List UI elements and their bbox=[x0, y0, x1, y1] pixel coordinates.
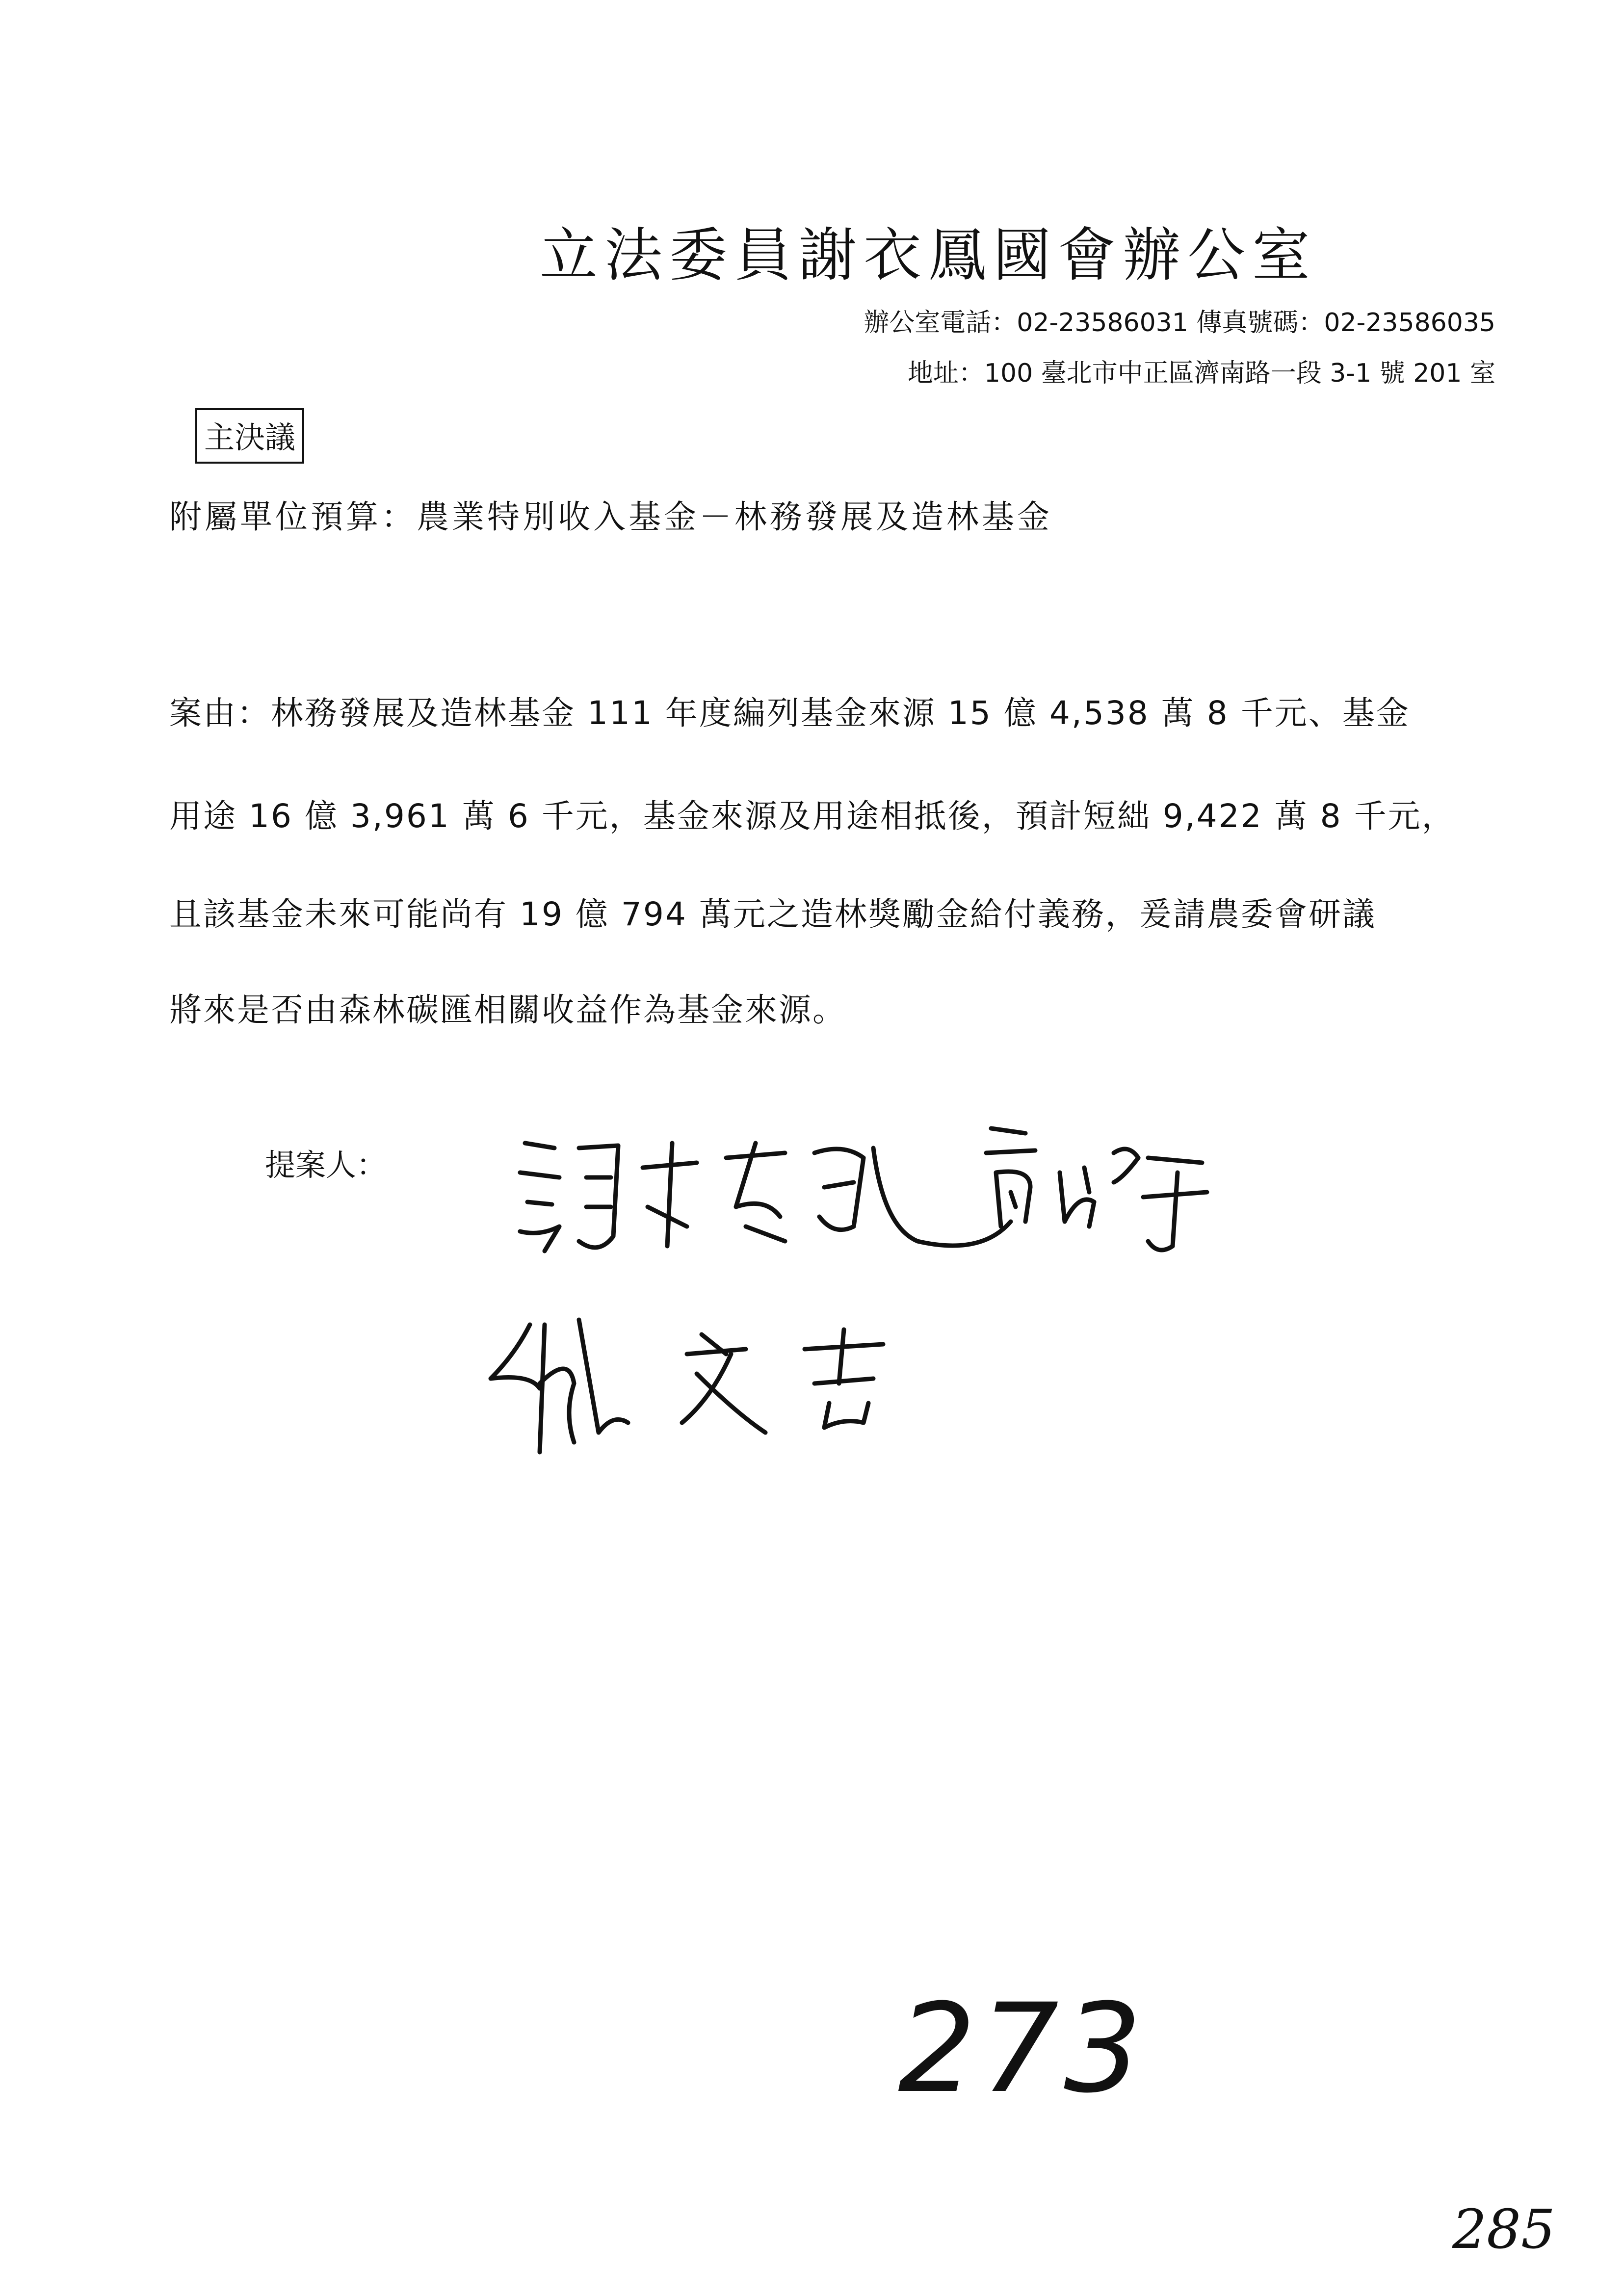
signature-1 bbox=[520, 1143, 1011, 1251]
signature-3 bbox=[491, 1320, 883, 1452]
reason-line: 且該基金未來可能尚有 19 億 794 萬元之造林獎勵金給付義務，爰請農委會研議 bbox=[169, 895, 1376, 933]
reason-line: 用途 16 億 3,961 萬 6 千元，基金來源及用途相抵後，預計短絀 9,422 萬 8 千元， bbox=[169, 797, 1456, 835]
office-title: 立法委員謝衣鳳國會辦公室 bbox=[540, 221, 1317, 289]
page-number: 285 bbox=[1452, 2198, 1555, 2261]
proposer-label: 提案人： bbox=[265, 1147, 387, 1183]
motion-subject: 附屬單位預算：農業特別收入基金－林務發展及造林基金 bbox=[169, 498, 1052, 536]
office-address-line: 地址：100 臺北市中正區濟南路一段 3-1 號 201 室 bbox=[907, 359, 1495, 388]
motion-type-tag: 主決議 bbox=[195, 408, 304, 464]
signature-2 bbox=[986, 1128, 1207, 1250]
reason-line: 案由：林務發展及造林基金 111 年度編列基金來源 15 億 4,538 萬 8 千元、基金 bbox=[169, 694, 1410, 732]
handwritten-number: 273 bbox=[898, 1977, 1147, 2120]
reason-line: 將來是否由森林碳匯相關收益作為基金來源。 bbox=[169, 991, 846, 1029]
office-phone-line: 辦公室電話：02-23586031 傳真號碼：02-23586035 bbox=[864, 308, 1495, 338]
